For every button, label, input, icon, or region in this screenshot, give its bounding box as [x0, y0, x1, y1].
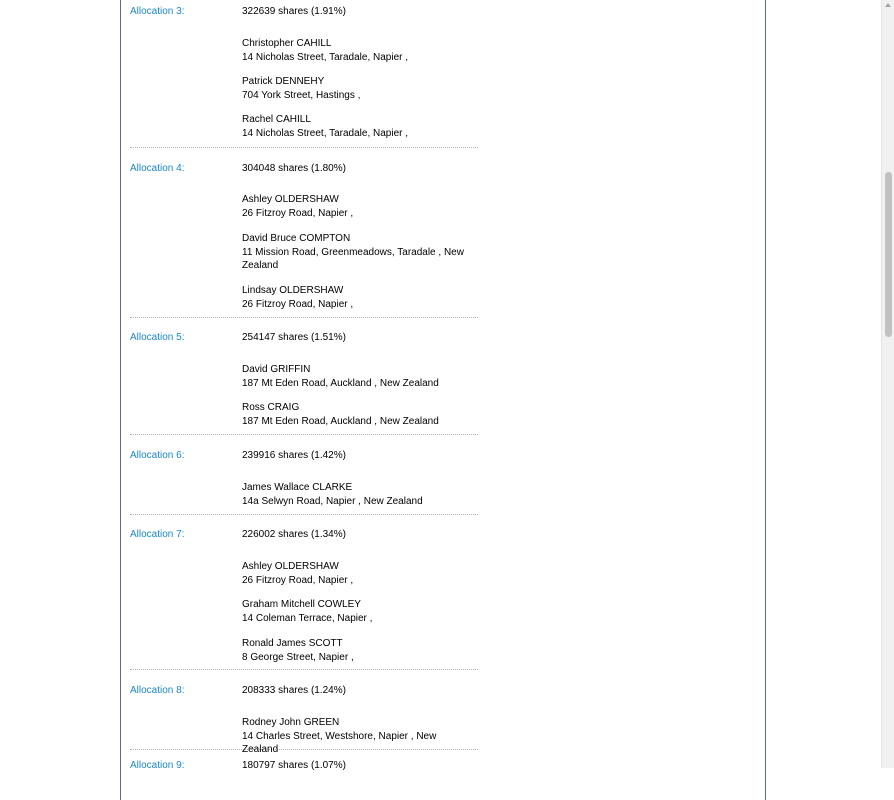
allocation-shares: 208333 shares (1.24%) [242, 685, 346, 696]
shareholder-name: James Wallace CLARKE [242, 482, 353, 493]
shareholder [242, 232, 472, 273]
allocation-shares: 180797 shares (1.07%) [242, 760, 346, 771]
shareholder [242, 716, 472, 757]
shareholder-address: 14 Nicholas Street, Taradale, Napier , [242, 127, 409, 139]
allocation-label: Allocation 7: [130, 529, 185, 540]
shareholder [242, 481, 472, 508]
scroll-up-arrow-icon[interactable] [885, 3, 891, 7]
vertical-scrollbar[interactable] [881, 0, 894, 768]
allocation-label: Allocation 9: [130, 760, 185, 771]
allocation-shares: 322639 shares (1.91%) [242, 6, 346, 17]
shareholder [242, 598, 472, 625]
allocation-shares: 239916 shares (1.42%) [242, 450, 346, 461]
allocation-block [130, 685, 478, 755]
allocation-label: Allocation 6: [130, 450, 185, 461]
allocation-block [130, 6, 478, 148]
shareholder-name: Rachel CAHILL [242, 114, 311, 125]
shareholder-name: Patrick DENNEHY [242, 76, 325, 87]
shareholder-address: 14 Coleman Terrace, Napier , [242, 612, 373, 624]
shareholder-address: 187 Mt Eden Road, Auckland , New Zealand [242, 415, 439, 427]
shareholder [242, 75, 472, 102]
allocation-shares: 226002 shares (1.34%) [242, 529, 346, 540]
shareholder [242, 363, 472, 390]
allocation-block [130, 529, 478, 670]
allocation-block [130, 450, 478, 515]
shareholder-name: David GRIFFIN [242, 364, 311, 375]
scrollbar-thumb[interactable] [885, 172, 892, 337]
shareholder-address: 26 Fitzroy Road, Napier , [242, 298, 354, 310]
allocation-label: Allocation 3: [130, 6, 185, 17]
shareholder-name: Ashley OLDERSHAW [242, 194, 339, 205]
shareholder [242, 193, 472, 220]
shareholder-name: Ross CRAIG [242, 402, 300, 413]
shareholder [242, 284, 472, 311]
shareholder-address: 8 George Street, Napier , [242, 651, 354, 663]
shareholder-name: Ronald James SCOTT [242, 638, 343, 649]
allocation-block [130, 163, 478, 318]
shareholder [242, 637, 472, 664]
shareholder-name: David Bruce COMPTON [242, 233, 351, 244]
shareholder-name: Lindsay OLDERSHAW [242, 285, 344, 296]
shareholder-name: Rodney John GREEN [242, 717, 340, 728]
shareholder [242, 560, 472, 587]
shareholder-address: 11 Mission Road, Greenmeadows, Taradale , New Zealand [242, 246, 464, 271]
allocation-block [130, 760, 478, 780]
shareholder-address: 187 Mt Eden Road, Auckland , New Zealand [242, 377, 439, 389]
allocation-label: Allocation 5: [130, 332, 185, 343]
allocation-shares: 254147 shares (1.51%) [242, 332, 346, 343]
allocation-block [130, 332, 478, 435]
shareholder [242, 401, 472, 428]
shareholder-address: 14a Selwyn Road, Napier , New Zealand [242, 495, 423, 507]
allocation-label: Allocation 4: [130, 163, 185, 174]
shareholder-name: Christopher CAHILL [242, 38, 332, 49]
shareholder [242, 113, 472, 140]
shareholder-address: 26 Fitzroy Road, Napier , [242, 574, 354, 586]
shareholder-address: 14 Charles Street, Westshore, Napier , New Zealand [242, 730, 437, 755]
allocation-shares: 304048 shares (1.80%) [242, 163, 346, 174]
shareholder [242, 37, 472, 64]
shareholder-name: Graham Mitchell COWLEY [242, 599, 361, 610]
shareholder-address: 14 Nicholas Street, Taradale, Napier , [242, 51, 409, 63]
shareholder-address: 704 York Street, Hastings , [242, 89, 361, 101]
shareholder-address: 26 Fitzroy Road, Napier , [242, 207, 354, 219]
allocation-label: Allocation 8: [130, 685, 185, 696]
shareholder-name: Ashley OLDERSHAW [242, 561, 339, 572]
